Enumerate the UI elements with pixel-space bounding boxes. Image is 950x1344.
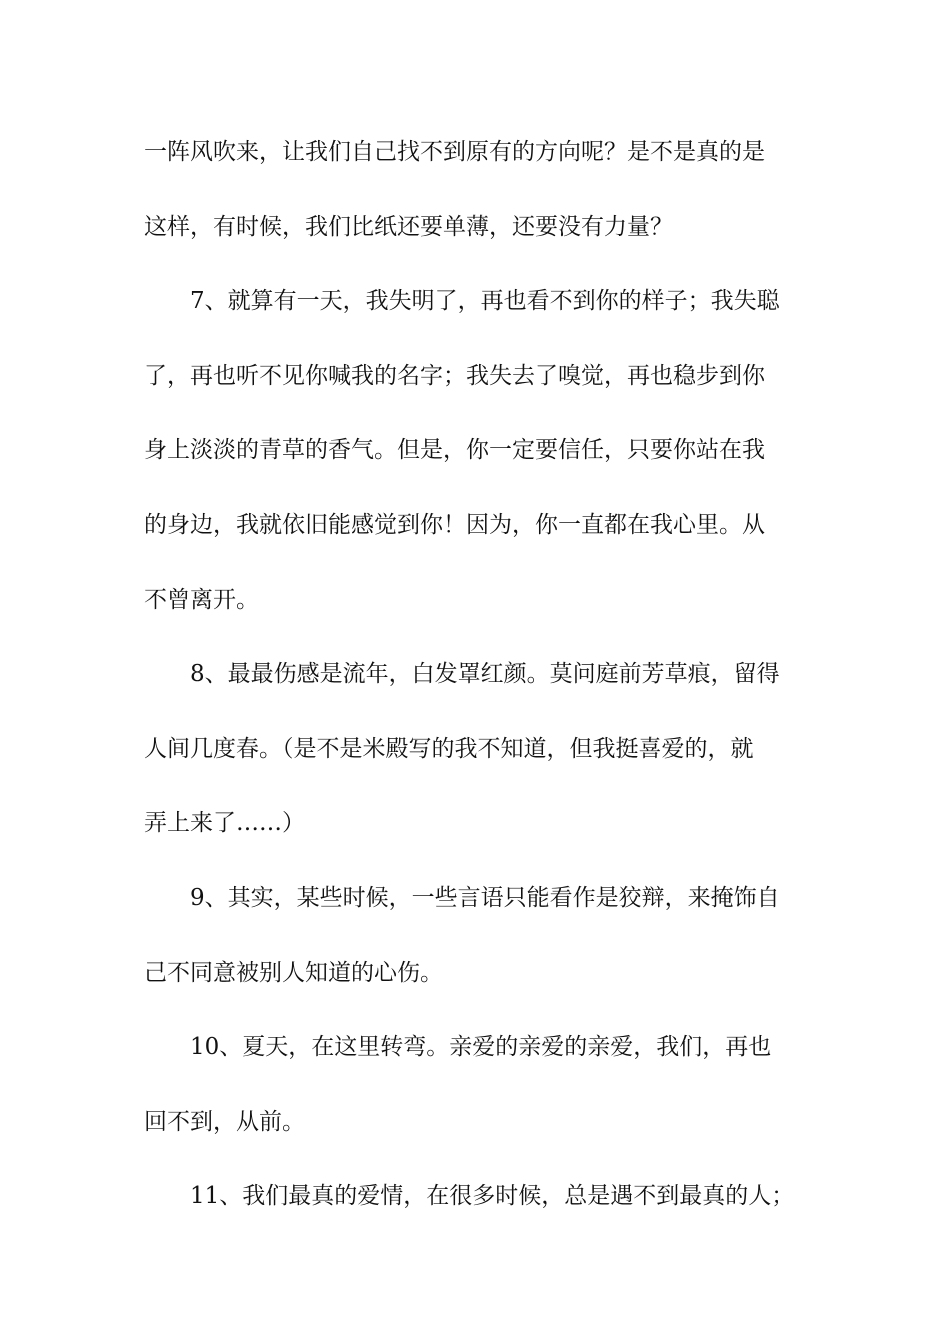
text-line: 回不到，从前。 — [144, 1108, 305, 1135]
document-body — [144, 128, 816, 1247]
paragraph-10-start: 10、夏天，在这里转弯。亲爱的亲爱的亲爱，我们，再也 — [190, 1034, 772, 1061]
text-line: 一阵风吹来，让我们自己找不到原有的方向呢？是不是真的是 — [144, 139, 765, 165]
text-line: 这样，有时候，我们比纸还要单薄，还要没有力量？ — [144, 213, 673, 240]
text-line: 不曾离开。 — [144, 586, 259, 613]
text-line: 身上淡淡的青草的香气。但是，你一定要信任，只要你站在我 — [144, 437, 765, 464]
paragraph-11-start: 11、我们最真的爱情，在很多时候，总是遇不到最真的人； — [190, 1183, 795, 1210]
text-line: 人间几度春。（是不是米殿写的我不知道，但我挺喜爱的，就 — [144, 735, 754, 762]
text-line: 的身边，我就依旧能感觉到你！因为，你一直都在我心里。从 — [144, 511, 765, 538]
paragraph-7-start: 7、就算有一天，我失明了，再也看不到你的样子；我失聪 — [190, 288, 780, 315]
text-line: 弄上来了……） — [144, 810, 305, 837]
text-line: 了，再也听不见你喊我的名字；我失去了嗅觉，再也稳步到你 — [144, 362, 765, 389]
paragraph-8-start: 8、最最伤感是流年，白发罩红颜。莫问庭前芳草痕，留得 — [190, 661, 780, 688]
paragraph-9-start: 9、其实，某些时候，一些言语只能看作是狡辩，来掩饰自 — [190, 884, 780, 911]
text-line: 己不同意被别人知道的心伤。 — [144, 959, 443, 986]
